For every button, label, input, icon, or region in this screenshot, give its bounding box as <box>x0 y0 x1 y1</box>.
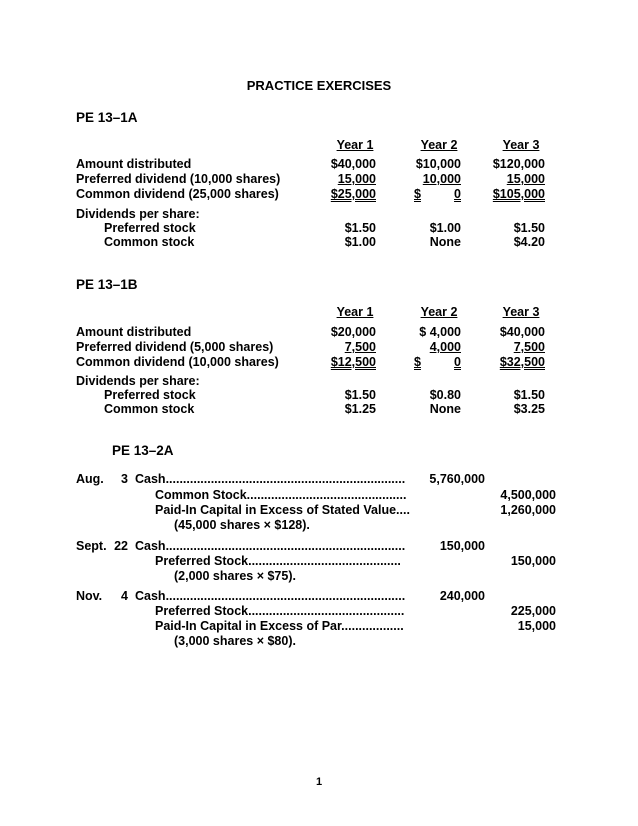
pe1a-dps-value: None <box>429 235 461 249</box>
pe2a-heading: PE 13–2A <box>112 443 174 458</box>
page-title: PRACTICE EXERCISES <box>246 78 392 93</box>
journal-month: Nov. <box>76 589 103 603</box>
pe1a-value: 15,000 <box>337 172 376 186</box>
journal-credit-amount: 15,000 <box>517 619 556 633</box>
pe1b-value: 7,500 <box>344 340 376 354</box>
pe1b-value: 7,500 <box>513 340 545 354</box>
journal-credit-account: Common Stock.............................................. <box>155 488 407 502</box>
pe1a-dps-row-label: Common stock <box>104 235 195 249</box>
pe1b-row-label: Amount distributed <box>76 325 192 339</box>
journal-debit-account: Cash..................................................................... <box>135 539 406 553</box>
pe1a-value: $105,000 <box>492 187 545 201</box>
journal-credit-amount: 150,000 <box>510 554 556 568</box>
journal-debit-account: Cash..................................................................... <box>135 589 406 603</box>
pe1a-dps-label: Dividends per share: <box>76 207 200 221</box>
journal-credit-amount: 4,500,000 <box>500 488 556 502</box>
pe1b-dps-value: $1.50 <box>513 388 545 402</box>
pe1b-value-zero: 0 <box>454 355 461 369</box>
pe1a-value: $120,000 <box>492 157 545 171</box>
pe1b-dps-value: $0.80 <box>429 388 461 402</box>
journal-note: (45,000 shares × $128). <box>174 518 310 532</box>
pe1b-value: $32,500 <box>499 355 545 369</box>
pe1a-value-zero: 0 <box>454 187 461 201</box>
journal-month: Sept. <box>76 539 107 553</box>
journal-credit-account: Paid-In Capital in Excess of Par.................. <box>155 619 404 633</box>
journal-day: 3 <box>121 472 128 486</box>
pe1a-dps-value: $1.00 <box>344 235 376 249</box>
pe1a-value: 15,000 <box>506 172 545 186</box>
pe1a-value: $10,000 <box>415 157 461 171</box>
pe1b-dps-value: $3.25 <box>513 402 545 416</box>
journal-credit-amount: 225,000 <box>510 604 556 618</box>
pe1a-header-year1: Year 1 <box>336 138 374 152</box>
pe1b-value: $20,000 <box>330 325 376 339</box>
journal-credit-account: Preferred Stock............................................. <box>155 604 405 618</box>
pe1b-dps-label: Dividends per share: <box>76 374 200 388</box>
pe1a-dps-value: $1.50 <box>344 221 376 235</box>
journal-day: 4 <box>121 589 128 603</box>
journal-month: Aug. <box>76 472 104 486</box>
pe1b-value-dollar: $ <box>414 355 421 369</box>
pe1b-dps-value: $1.50 <box>344 388 376 402</box>
pe1a-row-label: Common dividend (25,000 shares) <box>76 187 279 201</box>
pe1a-header-year2: Year 2 <box>420 138 458 152</box>
pe1a-row-label: Preferred dividend (10,000 shares) <box>76 172 281 186</box>
page-number: 1 <box>315 776 323 788</box>
journal-note: (3,000 shares × $80). <box>174 634 296 648</box>
pe1a-value: 10,000 <box>422 172 461 186</box>
pe1b-dps-row-label: Preferred stock <box>104 388 196 402</box>
pe1b-row-label: Common dividend (10,000 shares) <box>76 355 279 369</box>
journal-day: 22 <box>114 539 128 553</box>
pe1b-dps-value: None <box>429 402 461 416</box>
journal-debit-account: Cash..................................................................... <box>135 472 406 486</box>
journal-note: (2,000 shares × $75). <box>174 569 296 583</box>
pe1b-value: $ 4,000 <box>419 325 461 339</box>
pe1a-value: $40,000 <box>330 157 376 171</box>
pe1a-dps-value: $4.20 <box>513 235 545 249</box>
journal-credit-account: Preferred Stock............................................ <box>155 554 401 568</box>
pe1b-row-label: Preferred dividend (5,000 shares) <box>76 340 274 354</box>
pe1a-value-dollar: $ <box>414 187 421 201</box>
pe1a-dps-value: $1.50 <box>513 221 545 235</box>
pe1a-value: $25,000 <box>330 187 376 201</box>
journal-credit-account: Paid-In Capital in Excess of Stated Value.... <box>155 503 410 517</box>
pe1b-dps-value: $1.25 <box>344 402 376 416</box>
pe1b-header-year2: Year 2 <box>420 305 458 319</box>
pe1a-row-label: Amount distributed <box>76 157 192 171</box>
pe1b-value: 4,000 <box>429 340 461 354</box>
journal-debit-amount: 240,000 <box>439 589 485 603</box>
pe1a-header-year3: Year 3 <box>502 138 540 152</box>
pe1b-value: $12,500 <box>330 355 376 369</box>
pe1b-heading: PE 13–1B <box>76 277 138 292</box>
pe1b-value: $40,000 <box>499 325 545 339</box>
pe1a-dps-value: $1.00 <box>429 221 461 235</box>
pe1a-dps-row-label: Preferred stock <box>104 221 196 235</box>
pe1a-heading: PE 13–1A <box>76 110 138 125</box>
journal-debit-amount: 5,760,000 <box>429 472 485 486</box>
pe1b-header-year1: Year 1 <box>336 305 374 319</box>
journal-credit-amount: 1,260,000 <box>500 503 556 517</box>
pe1b-header-year3: Year 3 <box>502 305 540 319</box>
journal-debit-amount: 150,000 <box>439 539 485 553</box>
pe1b-dps-row-label: Common stock <box>104 402 195 416</box>
